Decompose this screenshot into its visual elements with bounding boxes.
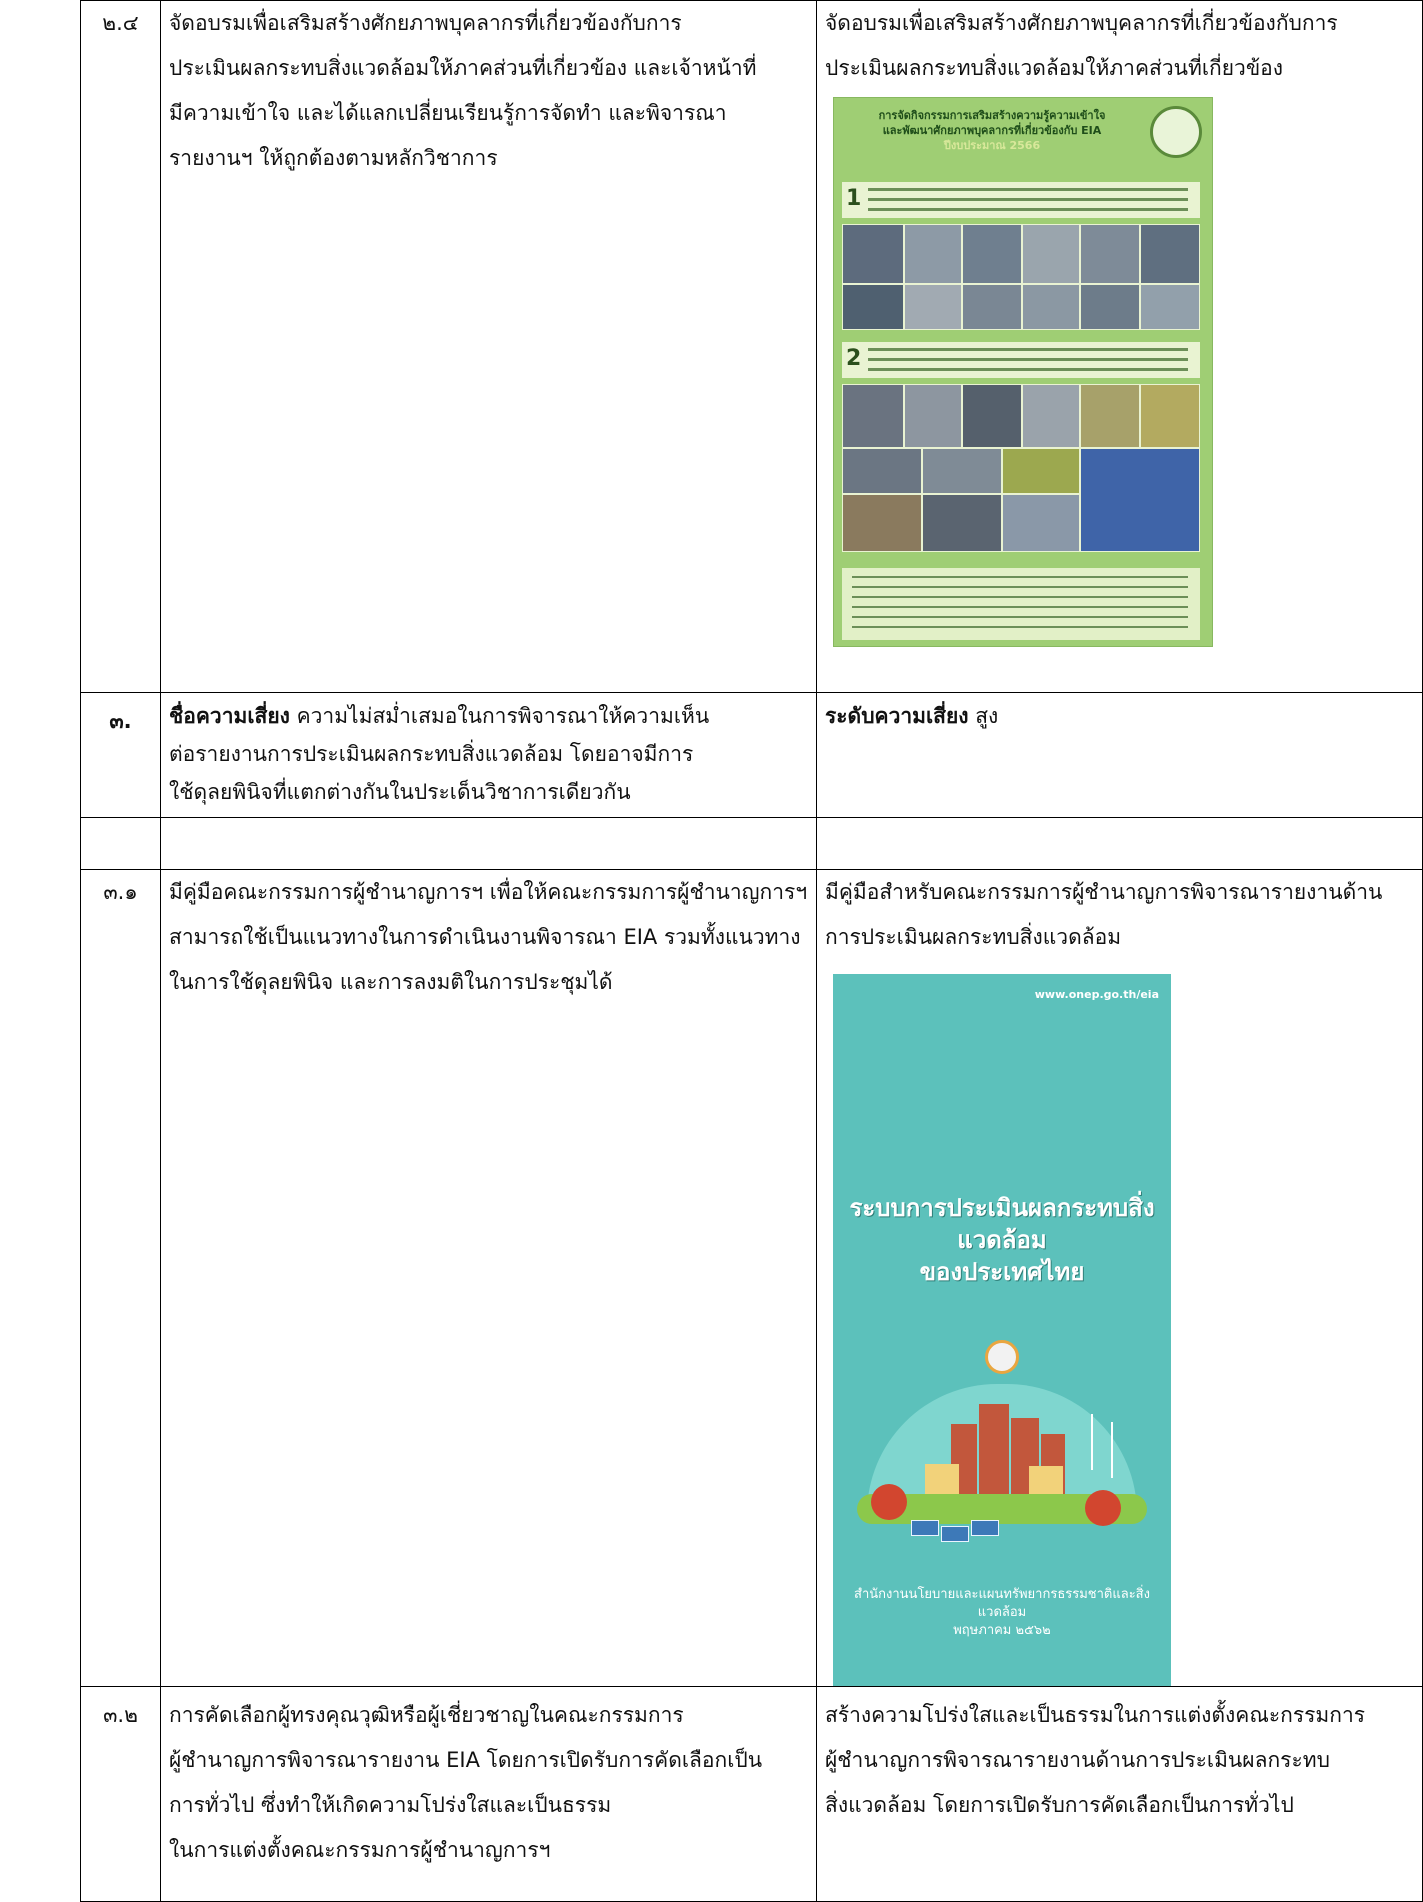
text-line: การทั่วไป ซึ่งทำให้เกิดความโปร่งใสและเป็นธรรม bbox=[169, 1793, 612, 1817]
poster-title-line: และพัฒนาศักยภาพบุคลากรที่เกี่ยวข้องกับ EIA bbox=[882, 124, 1102, 137]
text-line: ในการใช้ดุลยพินิจ และการลงมติในการประชุมได้ bbox=[169, 970, 613, 994]
text-line: มีคู่มือคณะกรรมการผู้ชำนาญการฯ เพื่อให้คณะกรรมการผู้ชำนาญการฯ bbox=[169, 880, 808, 904]
publish-date: พฤษภาคม ๒๕๖๒ bbox=[953, 1623, 1051, 1638]
wind-turbine-icon bbox=[1091, 1414, 1093, 1470]
eia-manual-cover bbox=[833, 974, 1171, 1686]
owl-mascot-icon bbox=[1085, 1490, 1121, 1526]
text-line: จัดอบรมเพื่อเสริมสร้างศักยภาพบุคลากรที่เกี่ยวข้องกับการ bbox=[169, 11, 682, 35]
measure-text bbox=[161, 1, 817, 693]
text-line: การคัดเลือกผู้ทรงคุณวุฒิหรือผู้เชี่ยวชาญในคณะกรรมการ bbox=[169, 1703, 684, 1727]
risk-name-text: ความไม่สม่ำเสมอในการพิจารณาให้ความเห็น bbox=[289, 704, 710, 728]
text-line: ประเมินผลกระทบสิ่งแวดล้อมให้ภาคส่วนที่เกี่ยวข้อง และเจ้าหน้าที่ bbox=[169, 56, 757, 80]
solar-panel-icon bbox=[971, 1520, 999, 1536]
measures-table bbox=[80, 0, 1423, 1902]
text-line: ผู้ชำนาญการพิจารณารายงาน EIA โดยการเปิดรับการคัดเลือกเป็น bbox=[169, 1748, 763, 1772]
photo bbox=[1080, 224, 1140, 284]
section-number: 1 bbox=[846, 186, 862, 211]
text-line: มีความเข้าใจ และได้แลกเปลี่ยนเรียนรู้การจัดทำ และพิจารณา bbox=[169, 101, 727, 125]
risk-name-label: ชื่อความเสี่ยง bbox=[169, 704, 290, 728]
measure-text bbox=[161, 870, 817, 1687]
measure-text bbox=[161, 1687, 817, 1902]
photo bbox=[1002, 494, 1080, 552]
photo bbox=[842, 384, 904, 448]
risk-level-cell bbox=[817, 693, 1423, 818]
table-row-3 bbox=[81, 693, 1423, 818]
photo bbox=[842, 284, 904, 330]
photo bbox=[922, 448, 1002, 494]
photo bbox=[1022, 224, 1080, 284]
photo bbox=[842, 494, 922, 552]
building-icon bbox=[979, 1404, 1009, 1504]
photo bbox=[904, 224, 962, 284]
photo bbox=[1140, 384, 1200, 448]
text-line: สามารถใช้เป็นแนวทางในการดำเนินงานพิจารณา EIA รวมทั้งแนวทาง bbox=[169, 925, 801, 949]
result-text bbox=[817, 870, 1423, 1687]
poster-title bbox=[852, 108, 1132, 153]
text-line: ในการแต่งตั้งคณะกรรมการผู้ชำนาญการฯ bbox=[169, 1838, 551, 1862]
agency-logo-icon bbox=[1150, 106, 1202, 158]
poster-year: ปีงบประมาณ 2566 bbox=[943, 139, 1041, 152]
photo bbox=[962, 384, 1022, 448]
solar-panel-icon bbox=[911, 1520, 939, 1536]
table-row-3-2 bbox=[81, 1687, 1423, 1902]
photo bbox=[922, 494, 1002, 552]
owl-mascot-icon bbox=[871, 1484, 907, 1520]
photo bbox=[1080, 448, 1200, 552]
table-row-3-1 bbox=[81, 870, 1423, 1687]
photo bbox=[1080, 384, 1140, 448]
risk-level-value: สูง bbox=[968, 704, 999, 728]
result-text bbox=[817, 1687, 1423, 1902]
text-line: ประเมินผลกระทบสิ่งแวดล้อมให้ภาคส่วนที่เกี่ยวข้อง bbox=[825, 56, 1284, 80]
text-line bbox=[169, 697, 808, 735]
result-text bbox=[817, 1, 1423, 693]
table-header-row bbox=[81, 818, 1423, 870]
text-line bbox=[825, 697, 1414, 735]
text-line: การประเมินผลกระทบสิ่งแวดล้อม bbox=[825, 925, 1122, 949]
photo bbox=[1002, 448, 1080, 494]
photo bbox=[904, 384, 962, 448]
row-number: ๓.๒ bbox=[81, 1687, 161, 1902]
text-line: ผู้ชำนาญการพิจารณารายงานด้านการประเมินผลกระทบ bbox=[825, 1748, 1330, 1772]
poster-section-2 bbox=[842, 342, 1200, 378]
row-number: ๒.๔ bbox=[81, 1, 161, 693]
balloon-mascot-icon bbox=[985, 1340, 1019, 1374]
text-line: รายงานฯ ให้ถูกต้องตามหลักวิชาการ bbox=[169, 146, 498, 170]
photo bbox=[962, 284, 1022, 330]
header-results bbox=[817, 818, 1423, 870]
photo bbox=[1080, 284, 1140, 330]
poster-section-1 bbox=[842, 182, 1200, 218]
book-publisher bbox=[833, 1586, 1171, 1640]
book-url: www.onep.go.th/eia bbox=[1034, 988, 1159, 1001]
photo bbox=[1022, 384, 1080, 448]
table-row-2-4 bbox=[81, 1, 1423, 693]
solar-panel-icon bbox=[941, 1526, 969, 1542]
risk-level-label: ระดับความเสี่ยง bbox=[825, 704, 969, 728]
text-line: จัดอบรมเพื่อเสริมสร้างศักยภาพบุคลากรที่เกี่ยวข้องกับการ bbox=[825, 11, 1338, 35]
photo bbox=[904, 284, 962, 330]
text-line: มีคู่มือสำหรับคณะกรรมการผู้ชำนาญการพิจารณารายงานด้าน bbox=[825, 880, 1383, 904]
row-number: ๓.๑ bbox=[81, 870, 161, 1687]
text-line: สิ่งแวดล้อม โดยการเปิดรับการคัดเลือกเป็นการทั่วไป bbox=[825, 1793, 1294, 1817]
wind-turbine-icon bbox=[1111, 1422, 1113, 1478]
row-number: ๓. bbox=[81, 693, 161, 818]
photo bbox=[962, 224, 1022, 284]
photo bbox=[1140, 224, 1200, 284]
photo bbox=[842, 448, 922, 494]
header-measures bbox=[161, 818, 817, 870]
photo bbox=[1022, 284, 1080, 330]
book-title-line: ของประเทศไทย bbox=[919, 1258, 1085, 1286]
book-title bbox=[833, 1192, 1171, 1288]
photo bbox=[1140, 284, 1200, 330]
book-title-line: ระบบการประเมินผลกระทบสิ่งแวดล้อม bbox=[849, 1194, 1155, 1254]
poster-summary-text bbox=[842, 568, 1200, 640]
text-line: ใช้ดุลยพินิจที่แตกต่างกันในประเด็นวิชาการเดียวกัน bbox=[169, 780, 631, 804]
text-line: สร้างความโปร่งใสและเป็นธรรมในการแต่งตั้งคณะกรรมการ bbox=[825, 1703, 1366, 1727]
photo bbox=[842, 224, 904, 284]
text-line: ต่อรายงานการประเมินผลกระทบสิ่งแวดล้อม โดยอาจมีการ bbox=[169, 742, 694, 766]
training-activity-poster bbox=[833, 97, 1213, 647]
poster-title-line: การจัดกิจกรรมการเสริมสร้างความรู้ความเข้าใจ bbox=[878, 109, 1106, 122]
risk-name-cell bbox=[161, 693, 817, 818]
publisher-name: สำนักงานนโยบายและแผนทรัพยากรธรรมชาติและสิ่งแวดล้อม bbox=[854, 1587, 1150, 1620]
section-number: 2 bbox=[846, 346, 862, 371]
header-empty-cell bbox=[81, 818, 161, 870]
